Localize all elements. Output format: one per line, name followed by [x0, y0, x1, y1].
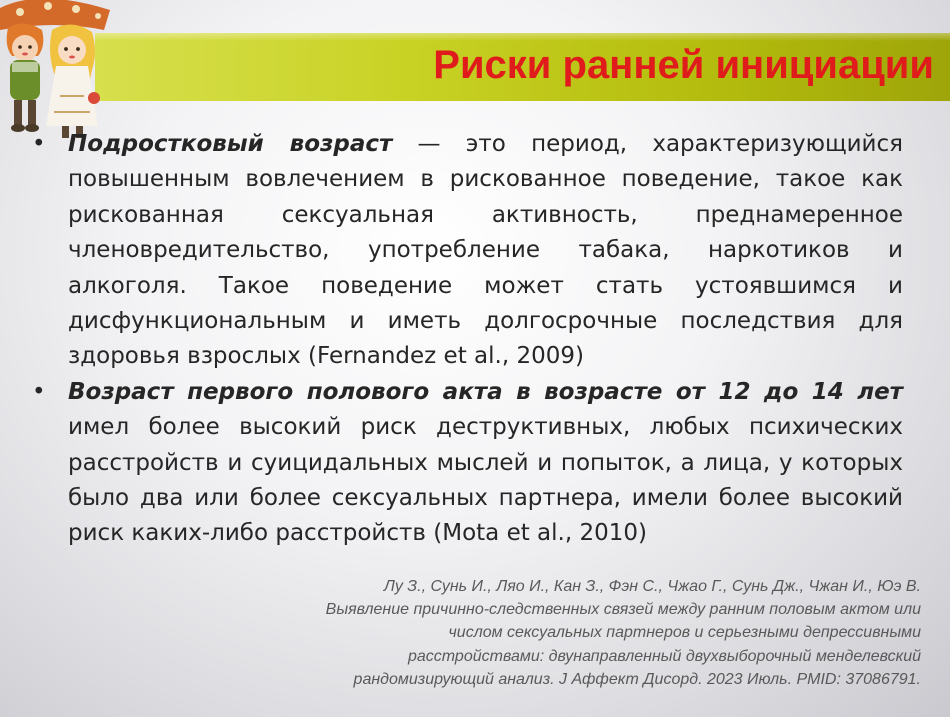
slide-title: Риски ранней инициации — [433, 43, 934, 87]
dolls-illustration — [0, 0, 118, 142]
reference-line: Выявление причинно-следственных связей между ранним половым актом или — [325, 601, 921, 619]
bullet-item-adolescence — [30, 127, 903, 375]
reference-line: рандомизирующий анализ. J Аффект Дисорд. 2023 Июль. PMID: 37086791. — [353, 670, 921, 688]
reference-line: расстройствами: двунаправленный двухвыборочный менделевский — [407, 647, 921, 665]
bullet-body-text: — это период, характеризующийся повышенным вовлечением в рискованное поведение, такое как рискованная сексуальная активность, преднамеренное членовредительство, употребление табака, наркотиков и алкоголя. Такое поведение может стать устоявшимся и дисфункциональным и иметь долгосрочные последствия для здоровья взрослых (Fernandez et al., 2009) — [68, 131, 903, 370]
reference-line: числом сексуальных партнеров и серьезными депрессивными — [448, 624, 921, 642]
reference-citation — [221, 575, 921, 691]
bullet-body-text: имел более высокий риск деструктивных, любых психических расстройств и суицидальных мыслей и попыток, а лица, у которых было два или более сексуальных партнера, имели более высокий риск каких-либо расстройств (Mota et al., 2010) — [68, 414, 903, 547]
bullet-marker: • — [32, 131, 46, 157]
bullet-item-first-intercourse — [30, 375, 903, 552]
reference-line: Лу З., Сунь И., Ляо И., Кан З., Фэн С., Чжао Г., Сунь Дж., Чжан И., Юэ В. — [383, 578, 921, 595]
bullet-lead-text: Возраст первого полового акта в возрасте от 12 до 14 лет — [68, 378, 903, 405]
bullet-list — [30, 127, 903, 552]
bullet-marker: • — [32, 378, 46, 405]
bullet-lead-text: Подростковый возраст — [68, 131, 393, 157]
